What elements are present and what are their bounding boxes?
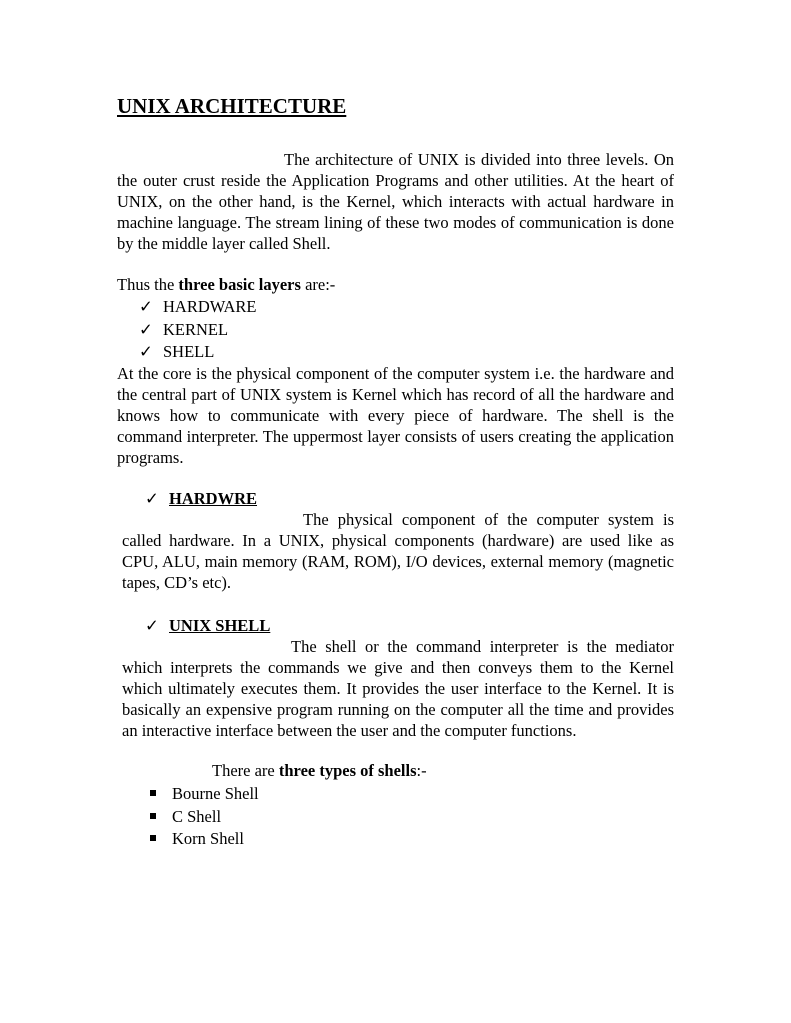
- types-suffix: :-: [416, 761, 427, 780]
- shell-type-label: Korn Shell: [172, 829, 244, 848]
- layers-intro: [117, 275, 674, 296]
- list-item: [139, 319, 257, 342]
- shell-types-intro: [212, 761, 674, 782]
- list-item: [150, 806, 259, 829]
- hardware-heading-label: HARDWRE: [169, 489, 258, 508]
- shell-types-list: [150, 783, 259, 851]
- layer-label: KERNEL: [163, 319, 229, 339]
- shell-type-label: C Shell: [172, 806, 222, 826]
- list-item: [139, 341, 257, 364]
- types-bold: three types of shells: [278, 761, 417, 780]
- list-item: [150, 783, 259, 806]
- shell-heading-label: UNIX SHELL: [169, 616, 271, 635]
- list-item: [150, 828, 259, 851]
- layer-label: HARDWARE: [163, 297, 257, 316]
- core-paragraph: At the core is the physical component of the computer system i.e. the hardware and the central part of UNIX system is Kernel which has record of all the hardware and knows how to communicate with every piece of hardware. The shell is the command interpreter. The uppermost layer consists of users creating the application programs.: [117, 364, 674, 467]
- list-item: [139, 296, 257, 319]
- check-icon: ✓: [139, 319, 153, 339]
- shell-heading: [145, 616, 270, 637]
- layers-bold: three basic layers: [178, 275, 301, 294]
- layers-list: [139, 296, 257, 364]
- layers-suffix: are:-: [300, 275, 336, 294]
- square-bullet-icon: [150, 835, 156, 841]
- check-icon: ✓: [145, 616, 159, 635]
- layers-prefix: Thus the: [117, 275, 179, 294]
- check-icon: ✓: [139, 342, 153, 361]
- shell-paragraph: The shell or the command interpreter is the mediator which interprets the commands we give and then conveys them to the Kernel which ultimately executes them. It provides the user interface to the Kernel. It is basically an expensive program running on the computer all the time and provides an interactive interface between the user and the computer functions.: [122, 637, 674, 740]
- check-icon: ✓: [145, 489, 159, 508]
- hardware-heading: [145, 489, 257, 510]
- page-title: UNIX ARCHITECTURE: [117, 94, 347, 118]
- square-bullet-icon: [150, 813, 156, 819]
- layer-label: SHELL: [163, 342, 215, 361]
- types-prefix: There are: [212, 761, 279, 780]
- intro-paragraph: The architecture of UNIX is divided into three levels. On the outer crust reside the Application Programs and other utilities. At the heart of UNIX, on the other hand, is the Kernel, which interacts with actual hardware in machine language. The stream lining of these two modes of communication is done by the middle layer called Shell.: [117, 150, 674, 253]
- square-bullet-icon: [150, 790, 156, 796]
- hardware-paragraph: The physical component of the computer system is called hardware. In a UNIX, physical components (hardware) are used like as CPU, ALU, main memory (RAM, ROM), I/O devices, external memory (magnetic tapes, CD’s etc).: [122, 510, 674, 592]
- check-icon: ✓: [139, 297, 153, 316]
- shell-type-label: Bourne Shell: [172, 784, 259, 803]
